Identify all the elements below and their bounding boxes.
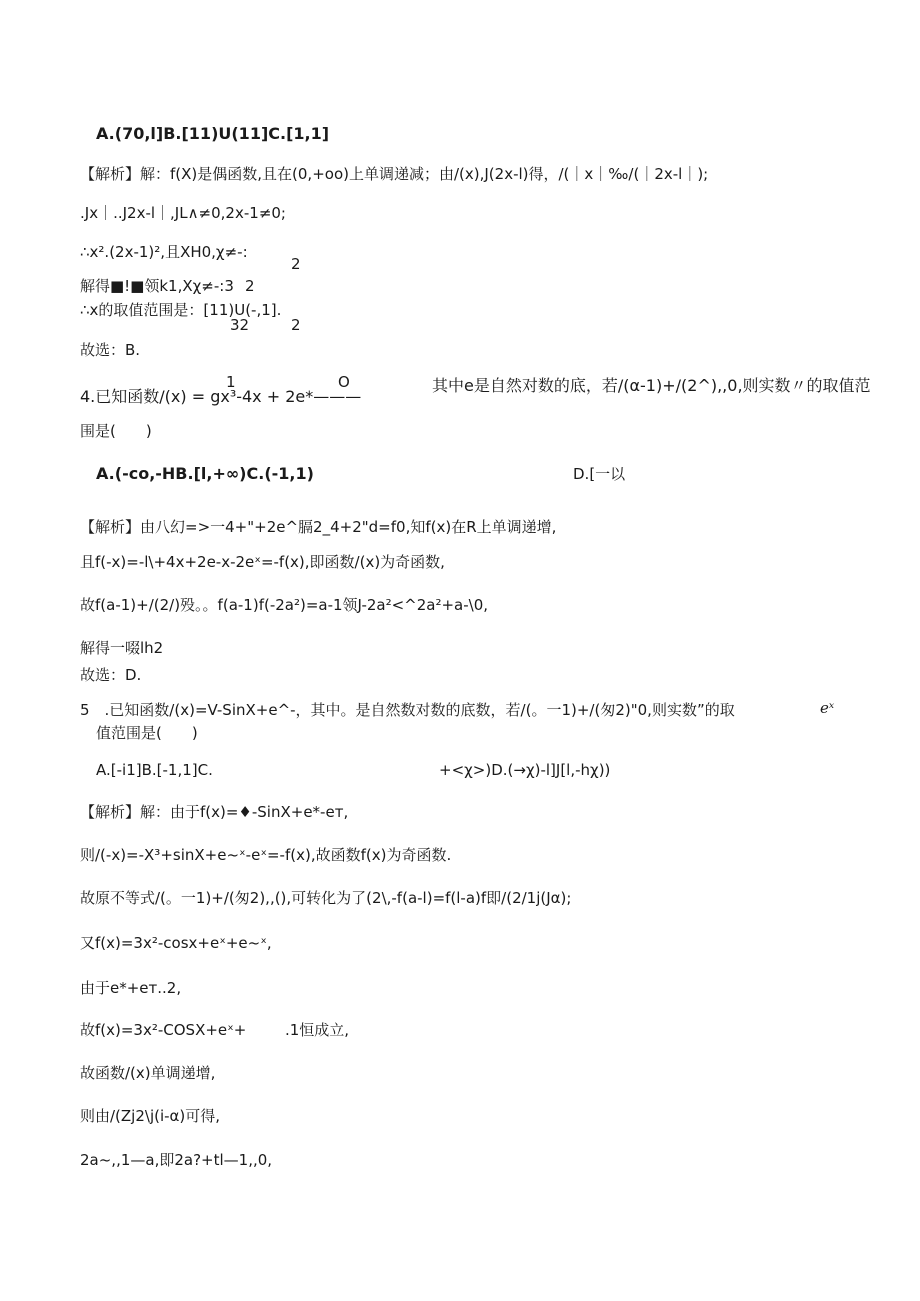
solution-line: 解得■!■领k1,Xχ≠-:3: [80, 277, 234, 295]
solution-line: 【解析】由八幻=>一4+"+2e^膈2_4+2"d=f0,知f(x)在R上单调递增,: [80, 518, 557, 536]
answer-line: 故选：B.: [80, 341, 141, 359]
solution-line: 【解析】解：f(X)是偶函数,且在(0,+oo)上单调递减；由/(x),J(2x-l)得，/(｜x｜‰/(｜2x-l｜);: [80, 165, 709, 183]
solution-line: ∴x的取值范围是：[11)U(-,1].: [80, 301, 282, 319]
question-5-cont: eˣ: [820, 699, 835, 717]
solution-line: 解得一啜lh2: [80, 639, 164, 657]
fraction-part: 2: [291, 255, 301, 273]
options-q4: A.(-co,-HB.[l,+∞)C.(-1,1): [96, 464, 314, 483]
solution-line: 由于e*+eт..2,: [80, 979, 182, 997]
question-5-cont: 值范围是( ): [96, 724, 198, 742]
solution-line: 故f(x)=3x²-COSX+eˣ+: [80, 1021, 247, 1039]
solution-line: 则/(-x)=-X³+sinX+e~ˣ-eˣ=-f(x),故函数f(x)为奇函数.: [80, 846, 452, 864]
fraction-part: O: [338, 373, 350, 391]
solution-line: 故函数/(x)单调递增,: [80, 1064, 216, 1082]
question-4-cont: 围是( ): [80, 422, 152, 440]
fraction-part: 1: [226, 373, 236, 391]
option-d: D.[一以: [573, 465, 626, 483]
question-5: 5 .已知函数/(x)=V-SinX+e^-，其中。是自然数对数的底数，若/(。一1)+/(匆2)"0,则实数”的取: [80, 701, 735, 719]
solution-line-cont: .1恒成立,: [285, 1021, 350, 1039]
answer-line: 故选：D.: [80, 666, 142, 684]
solution-line: 2a~,,1—a,即2a?+tl—1,,0,: [80, 1151, 273, 1169]
fraction-part: 2: [245, 277, 255, 295]
question-4-cont: 其中e是自然对数的底，若/(α-1)+/(2^),,0,则实数〃的取值范: [432, 376, 871, 395]
fraction-part: 32: [230, 316, 250, 334]
solution-line: ∴x².(2x-1)²,且XH0,χ≠-:: [80, 243, 248, 261]
solution-line: 故原不等式/(。一1)+/(匆2),,(),可转化为了(2\,-f(a-l)=f(l-a)f即/(2/1j(Jα);: [80, 889, 572, 907]
options-q5: A.[-i1]B.[-1,1]C.: [96, 761, 213, 779]
options-q3: A.(70,l]B.[11)U(11]C.[1,1]: [96, 124, 330, 143]
solution-line: 故f(a-1)+/(2/)殁。。f(a-1)f(-2a²)=a-1领J-2a²<^2a²+a-\0,: [80, 596, 489, 614]
options-q5-cont: +<χ>)D.(→χ)-l]J[l,-hχ)): [439, 761, 611, 779]
solution-line: 【解析】解：由于f(x)=♦-SinX+e*-eт,: [80, 803, 349, 821]
solution-line: .Jx｜..J2x-l｜,JL∧≠0,2x-1≠0;: [80, 204, 286, 222]
solution-line: 则由/(Zj2\j(i-α)可得,: [80, 1107, 221, 1125]
fraction-part: 2: [291, 316, 301, 334]
question-4: 4.已知函数/(x) = gx³-4x + 2e*———: [80, 387, 362, 406]
solution-line: 又f(x)=3x²-cosx+eˣ+e~ˣ,: [80, 934, 272, 952]
solution-line: 且f(-x)=-l\+4x+2e-x-2eˣ=-f(x),即函数/(x)为奇函数,: [80, 553, 445, 571]
